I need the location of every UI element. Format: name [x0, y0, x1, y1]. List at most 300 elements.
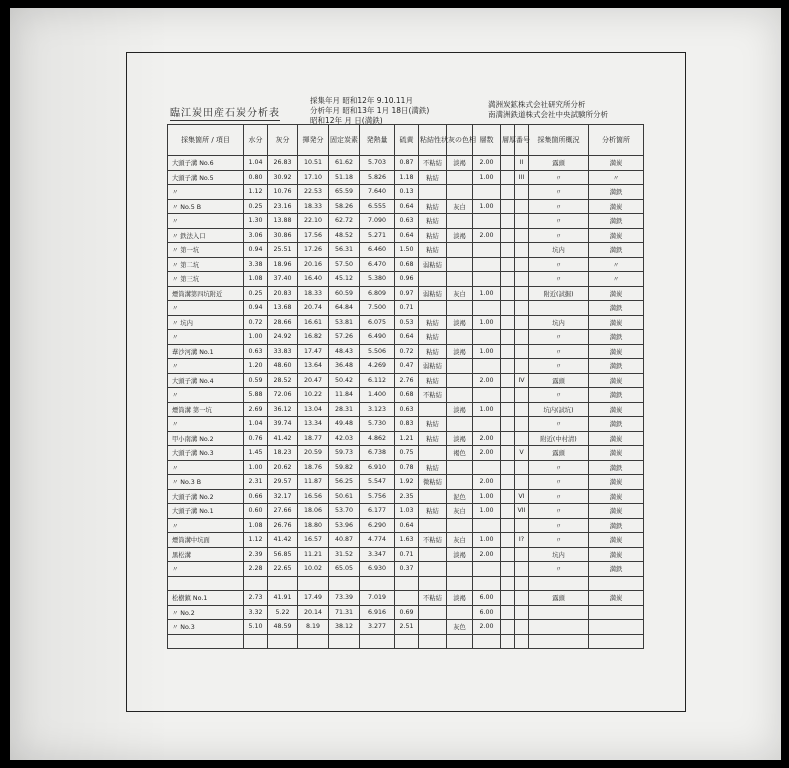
row-label-cell: 〃 No.3 [168, 620, 244, 635]
table-cell [244, 634, 268, 649]
table-cell: 40.87 [329, 533, 360, 548]
table-cell: 8.19 [298, 620, 329, 635]
table-cell: 1.00 [244, 460, 268, 475]
table-cell: 粘結 [419, 214, 447, 229]
table-cell: 灰白 [447, 199, 473, 214]
table-cell: 1.00 [473, 489, 501, 504]
organization-1: 満洲炭鉱株式会社研究所分析 [488, 100, 586, 109]
table-cell [419, 605, 447, 620]
table-cell: 2.28 [244, 562, 268, 577]
table-cell [501, 214, 515, 229]
column-header: 粘結性状 [419, 125, 447, 156]
row-label-cell: 〃 [168, 518, 244, 533]
table-cell: 0.47 [395, 359, 419, 374]
table-row [168, 402, 644, 417]
table-cell [501, 460, 515, 475]
table-cell: 1.12 [244, 185, 268, 200]
table-cell: 3.32 [244, 605, 268, 620]
table-cell: 0.94 [244, 301, 268, 316]
table-cell: 満鉄 [589, 214, 644, 229]
table-cell: 6.930 [360, 562, 395, 577]
table-cell [473, 562, 501, 577]
table-cell: 5.22 [268, 605, 298, 620]
table-cell: 1.00 [473, 504, 501, 519]
table-cell: 満炭 [589, 446, 644, 461]
table-row [168, 620, 644, 635]
table-row [168, 315, 644, 330]
table-cell: 16.56 [298, 489, 329, 504]
table-cell: 53.70 [329, 504, 360, 519]
table-cell: 坑内 [529, 547, 589, 562]
table-cell: 〃 [529, 489, 589, 504]
row-label-cell: 〃 [168, 460, 244, 475]
table-cell [515, 185, 529, 200]
table-cell: 1.18 [395, 170, 419, 185]
table-cell: 満鉄 [589, 518, 644, 533]
table-cell: 3.38 [244, 257, 268, 272]
table-cell [589, 620, 644, 635]
table-cell: 0.59 [244, 373, 268, 388]
table-cell: 5.703 [360, 156, 395, 171]
table-cell: 褐色 [447, 446, 473, 461]
document-title: 臨江炭田産石炭分析表 [170, 104, 280, 121]
table-cell [298, 634, 329, 649]
table-cell: 2.73 [244, 591, 268, 606]
table-cell: 72.06 [268, 388, 298, 403]
analysis-date-1: 分析年月 昭和13年 1月 18日(満鉄) [310, 106, 430, 115]
table-cell [515, 431, 529, 446]
table-cell [447, 373, 473, 388]
table-cell: 22.53 [298, 185, 329, 200]
table-cell: 0.64 [395, 518, 419, 533]
table-cell: 20.14 [298, 605, 329, 620]
table-cell [529, 605, 589, 620]
row-label-cell: 大頭子溝 No.1 [168, 504, 244, 519]
table-cell [473, 214, 501, 229]
table-cell: 0.25 [244, 199, 268, 214]
table-cell [419, 301, 447, 316]
table-cell: 附近(中村清) [529, 431, 589, 446]
table-cell [395, 576, 419, 591]
row-label-cell: 〃 坑内 [168, 315, 244, 330]
table-cell [515, 330, 529, 345]
table-cell: 0.76 [244, 431, 268, 446]
table-cell: 17.56 [298, 228, 329, 243]
table-cell: 2.00 [473, 156, 501, 171]
table-cell: 29.57 [268, 475, 298, 490]
table-row [168, 243, 644, 258]
table-cell: 5.730 [360, 417, 395, 432]
row-label-cell: 〃 [168, 388, 244, 403]
table-cell [360, 576, 395, 591]
table-cell: 坑内(試坑) [529, 402, 589, 417]
table-cell [419, 576, 447, 591]
table-row [168, 286, 644, 301]
table-cell: 13.68 [268, 301, 298, 316]
table-cell [419, 518, 447, 533]
table-cell: 18.80 [298, 518, 329, 533]
table-cell [501, 489, 515, 504]
table-cell: 26.76 [268, 518, 298, 533]
table-cell: 〃 [529, 272, 589, 287]
table-cell: 不粘結 [419, 533, 447, 548]
table-cell: 48.59 [268, 620, 298, 635]
table-cell [515, 417, 529, 432]
table-row [168, 417, 644, 432]
table-cell: 弱粘結 [419, 359, 447, 374]
table-cell: 満炭 [589, 431, 644, 446]
table-cell: 〃 [529, 504, 589, 519]
table-cell [501, 257, 515, 272]
table-cell [419, 402, 447, 417]
row-label-cell: 〃 第三坑 [168, 272, 244, 287]
table-cell: 38.12 [329, 620, 360, 635]
table-cell: 4.862 [360, 431, 395, 446]
table-cell: 〃 [529, 185, 589, 200]
column-header: 硫黄 [395, 125, 419, 156]
table-cell [447, 272, 473, 287]
analysis-table [167, 124, 644, 649]
table-cell: 11.87 [298, 475, 329, 490]
table-row [168, 533, 644, 548]
table-cell: 0.13 [395, 185, 419, 200]
table-cell: 粘結 [419, 344, 447, 359]
table-cell: 淡褐 [447, 344, 473, 359]
table-cell: 18.23 [268, 446, 298, 461]
table-cell [447, 605, 473, 620]
table-cell: 7.640 [360, 185, 395, 200]
organization-block [488, 100, 658, 120]
table-cell: 48.52 [329, 228, 360, 243]
table-cell [419, 489, 447, 504]
table-cell [501, 170, 515, 185]
table-cell: 2.00 [473, 475, 501, 490]
table-cell: 〃 [529, 344, 589, 359]
table-cell [501, 156, 515, 171]
organization-2: 南満洲鉄道株式会社中央試験所分析 [488, 110, 608, 119]
table-cell: 粘結 [419, 460, 447, 475]
sampling-date: 採集年月 昭和12年 9.10.11月 [310, 96, 413, 105]
table-cell: 1.21 [395, 431, 419, 446]
table-cell [395, 591, 419, 606]
table-cell: 0.75 [395, 446, 419, 461]
table-row [168, 460, 644, 475]
table-cell: 満鉄 [589, 388, 644, 403]
table-cell: 11.21 [298, 547, 329, 562]
table-cell [501, 272, 515, 287]
table-cell [447, 301, 473, 316]
table-cell [515, 605, 529, 620]
table-cell: 10.51 [298, 156, 329, 171]
table-cell [447, 170, 473, 185]
column-header: 番号 [515, 125, 529, 156]
table-cell [529, 634, 589, 649]
table-cell: 5.826 [360, 170, 395, 185]
table-cell: 5.506 [360, 344, 395, 359]
table-cell: 粘結 [419, 170, 447, 185]
column-header: 水分 [244, 125, 268, 156]
table-cell: II [515, 156, 529, 171]
table-cell [501, 228, 515, 243]
table-cell: 57.50 [329, 257, 360, 272]
table-cell: 〃 [589, 272, 644, 287]
table-cell: 6.00 [473, 591, 501, 606]
table-cell [515, 199, 529, 214]
table-cell [473, 243, 501, 258]
table-cell: 7.019 [360, 591, 395, 606]
table-cell [447, 460, 473, 475]
row-label-cell: 〃 [168, 359, 244, 374]
table-cell: 〃 [529, 388, 589, 403]
table-cell: 粘結 [419, 417, 447, 432]
table-cell: 0.97 [395, 286, 419, 301]
table-cell [447, 576, 473, 591]
table-cell: 3.347 [360, 547, 395, 562]
table-cell: 56.25 [329, 475, 360, 490]
table-cell: 満炭 [589, 228, 644, 243]
table-cell [395, 634, 419, 649]
table-cell: 〃 [529, 170, 589, 185]
row-label-cell: 大頭子溝 No.3 [168, 446, 244, 461]
row-label-cell [168, 576, 244, 591]
table-cell [515, 591, 529, 606]
table-row [168, 518, 644, 533]
table-cell: 満炭 [589, 504, 644, 519]
table-cell: 満炭 [589, 286, 644, 301]
table-cell: 0.53 [395, 315, 419, 330]
row-label-cell: 〃 鉄法入口 [168, 228, 244, 243]
table-cell: 42.03 [329, 431, 360, 446]
table-cell: 満炭 [589, 547, 644, 562]
table-cell: 16.57 [298, 533, 329, 548]
column-header: 揮発分 [298, 125, 329, 156]
table-cell: 57.26 [329, 330, 360, 345]
table-cell: 65.59 [329, 185, 360, 200]
table-cell: 0.71 [395, 301, 419, 316]
table-cell: 20.16 [298, 257, 329, 272]
table-cell: 弱粘結 [419, 286, 447, 301]
table-cell: 6.490 [360, 330, 395, 345]
table-cell: 58.26 [329, 199, 360, 214]
table-cell [473, 518, 501, 533]
row-label-cell [168, 634, 244, 649]
table-cell: 泥色 [447, 489, 473, 504]
table-cell: 18.76 [298, 460, 329, 475]
table-cell: 45.12 [329, 272, 360, 287]
table-cell [529, 620, 589, 635]
table-cell [515, 460, 529, 475]
table-cell: 〃 [529, 199, 589, 214]
row-label-cell: 〃 第一坑 [168, 243, 244, 258]
table-cell: 16.82 [298, 330, 329, 345]
table-cell: 1.45 [244, 446, 268, 461]
table-cell: 1.00 [473, 344, 501, 359]
table-cell: 20.83 [268, 286, 298, 301]
table-body [168, 156, 644, 649]
table-cell [515, 475, 529, 490]
table-cell: 5.10 [244, 620, 268, 635]
table-cell [501, 562, 515, 577]
table-cell [419, 562, 447, 577]
table-cell: 3.06 [244, 228, 268, 243]
table-cell: 41.42 [268, 533, 298, 548]
table-cell: 32.17 [268, 489, 298, 504]
table-cell: 〃 [529, 417, 589, 432]
table-cell: 59.73 [329, 446, 360, 461]
table-cell [515, 547, 529, 562]
table-cell [515, 359, 529, 374]
table-cell: 粘結 [419, 373, 447, 388]
table-cell [501, 388, 515, 403]
table-cell: 17.49 [298, 591, 329, 606]
table-cell: 満鉄 [589, 460, 644, 475]
table-cell: 0.72 [395, 344, 419, 359]
table-cell [501, 344, 515, 359]
table-row [168, 344, 644, 359]
table-cell: 〃 [529, 214, 589, 229]
table-cell [515, 228, 529, 243]
table-cell: 0.83 [395, 417, 419, 432]
table-cell [501, 533, 515, 548]
table-cell: 1.03 [395, 504, 419, 519]
row-label-cell: 葦沙河溝 No.1 [168, 344, 244, 359]
table-cell [473, 388, 501, 403]
table-cell [529, 301, 589, 316]
table-cell: 6.916 [360, 605, 395, 620]
table-cell [501, 315, 515, 330]
table-cell: 6.470 [360, 257, 395, 272]
table-cell: VII [515, 504, 529, 519]
table-cell [501, 605, 515, 620]
table-cell [501, 199, 515, 214]
table-cell: 6.177 [360, 504, 395, 519]
table-cell: 満炭 [589, 533, 644, 548]
table-cell: 1.00 [473, 315, 501, 330]
table-cell: 満炭 [589, 475, 644, 490]
table-cell: 〃 [529, 562, 589, 577]
table-cell: 粘結 [419, 504, 447, 519]
table-cell [419, 185, 447, 200]
table-cell: 淡褐 [447, 591, 473, 606]
table-row [168, 301, 644, 316]
table-cell: 6.738 [360, 446, 395, 461]
table-row [168, 257, 644, 272]
table-row [168, 156, 644, 171]
table-cell: 11.84 [329, 388, 360, 403]
table-cell: 1.08 [244, 272, 268, 287]
table-cell: 23.16 [268, 199, 298, 214]
table-cell: 5.547 [360, 475, 395, 490]
table-cell: 10.76 [268, 185, 298, 200]
table-cell: 満鉄 [589, 562, 644, 577]
table-cell: 41.91 [268, 591, 298, 606]
table-cell: 0.94 [244, 243, 268, 258]
table-cell: 満炭 [589, 199, 644, 214]
table-row [168, 185, 644, 200]
table-cell [589, 634, 644, 649]
table-cell: 満炭 [589, 373, 644, 388]
table-cell: 1.04 [244, 156, 268, 171]
table-header-row [168, 125, 644, 156]
table-cell: 満鉄 [589, 301, 644, 316]
table-row [168, 504, 644, 519]
table-cell: 51.18 [329, 170, 360, 185]
table-cell: 0.72 [244, 315, 268, 330]
table-row [168, 373, 644, 388]
table-cell: 50.42 [329, 373, 360, 388]
table-cell: 〃 [529, 475, 589, 490]
table-cell: 〃 [529, 359, 589, 374]
table-cell: 2.00 [473, 620, 501, 635]
table-cell: 59.82 [329, 460, 360, 475]
table-cell: 2.39 [244, 547, 268, 562]
table-cell: 満炭 [589, 591, 644, 606]
table-cell: 0.25 [244, 286, 268, 301]
table-cell: 6.112 [360, 373, 395, 388]
table-cell [419, 547, 447, 562]
table-cell: 粘結 [419, 228, 447, 243]
table-cell: 1.12 [244, 533, 268, 548]
table-cell: 20.47 [298, 373, 329, 388]
table-cell [447, 388, 473, 403]
row-label-cell: 〃 No.3 B [168, 475, 244, 490]
table-cell: 1.00 [473, 402, 501, 417]
row-label-cell: 煙筒溝中坑面 [168, 533, 244, 548]
table-cell: 6.00 [473, 605, 501, 620]
table-cell: 16.61 [298, 315, 329, 330]
table-cell: 灰色 [447, 620, 473, 635]
table-cell: 〃 [529, 257, 589, 272]
table-cell: 灰白 [447, 286, 473, 301]
table-cell: VI [515, 489, 529, 504]
table-cell: 33.83 [268, 344, 298, 359]
table-cell [473, 576, 501, 591]
table-cell: 1.00 [473, 286, 501, 301]
table-cell [419, 634, 447, 649]
table-cell [501, 634, 515, 649]
table-cell [501, 417, 515, 432]
table-cell: 5.271 [360, 228, 395, 243]
row-label-cell: 〃 [168, 562, 244, 577]
table-cell [501, 446, 515, 461]
analysis-date-2: 昭和12年 月 日(満鉄) [310, 116, 383, 125]
table-cell: 淡褐 [447, 315, 473, 330]
table-cell [473, 257, 501, 272]
table-row [168, 330, 644, 345]
table-cell [268, 576, 298, 591]
table-cell [501, 504, 515, 519]
table-cell: 5.380 [360, 272, 395, 287]
table-cell: 0.64 [395, 199, 419, 214]
table-cell: 1.00 [473, 199, 501, 214]
row-label-cell: 〃 [168, 417, 244, 432]
table-cell: 61.62 [329, 156, 360, 171]
table-cell: 不粘結 [419, 388, 447, 403]
table-cell: 5.756 [360, 489, 395, 504]
table-cell: 〃 [529, 518, 589, 533]
column-header: 分析箇所 [589, 125, 644, 156]
table-cell: IV [515, 373, 529, 388]
table-cell: 18.96 [268, 257, 298, 272]
table-cell: 28.31 [329, 402, 360, 417]
table-cell [447, 243, 473, 258]
table-cell: 17.47 [298, 344, 329, 359]
table-cell: 31.52 [329, 547, 360, 562]
column-header: 灰の色相 [447, 125, 473, 156]
column-header: 採集箇所概況 [529, 125, 589, 156]
table-cell: 0.80 [244, 170, 268, 185]
table-cell: 10.22 [298, 388, 329, 403]
